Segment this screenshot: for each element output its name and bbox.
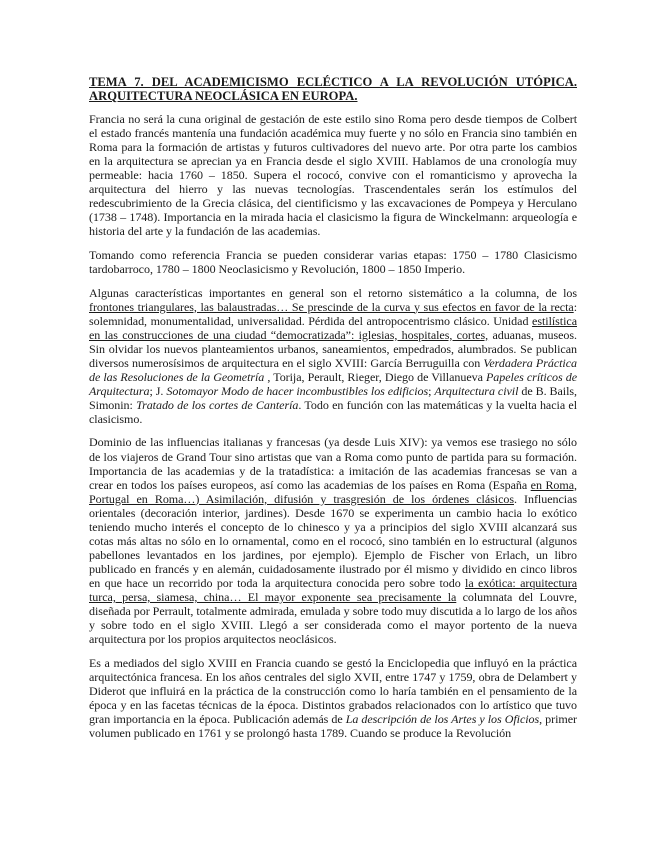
paragraph-text: , primer volumen publicado en 1761 y se prolongó hasta 1789. Cuando se produce la Revolución (89, 711, 577, 740)
italic-text: La descripción de los Artes y los Oficios (345, 711, 540, 726)
paragraph (89, 112, 577, 238)
paragraph-text: . Influencias orientales (decoración interior, jardines). Desde 1670 se experimenta un cambio hacia lo exótico teniendo mucho interés el concepto de lo chinesco y ya a principios del siglo XVIII alcanzará sus cotas más altas no sólo en lo ornamental, como en el rococó, sino también en lo estructural (algunos pabellones levantados en los jardines, por ejemplo). Ejemplo de Fischer von Erlach, un libro publicado en francés y en alemán, cuidadosamente ilustrado por él mismo y dividido en cinco libros en que hace un recorrido por toda la arquitectura conocida pero sobre todo (89, 491, 578, 590)
document-title: TEMA 7. DEL ACADEMICISMO ECLÉCTICO A LA REVOLUCIÓN UTÓPICA. ARQUITECTURA NEOCLÁSICA EN EUROPA. (89, 75, 577, 103)
italic-text: Tratado de los cortes de Cantería (136, 397, 299, 412)
paragraph-text: aduanas, museos. Sin olvidar los nuevos planteamientos urbanos, saneamientos, empedrados, alumbrados. Se publican diversos numerosísimos de arquitectura en el siglo XVIII: García Berruguilla con (89, 327, 578, 370)
paragraph-text: Es a mediados del siglo XVIII en Francia cuando se gestó la Enciclopedia que influyó en la práctica arquitectónica francesa. En los años centrales del siglo XVII, entre 1747 y 1759, obra de Delambert y Diderot que influirá en la práctica de la construcción como lo haría también en el pensamiento de la época y en las facetas técnicas de la época. Distintos grabados relacionados con lo artístico que tuvo gran importancia en la época. Publicación además de (89, 655, 577, 726)
underlined-text: la exótica: arquitectura turca, persa, siamesa, china… El mayor exponente sea precisamente la (89, 575, 577, 604)
paragraph-text: de B. Bails, Simonin: (89, 383, 577, 412)
paragraph (89, 435, 577, 646)
document-body (89, 112, 577, 740)
underlined-text: frontones triangulares, las balaustradas… Se prescinde de la curva y sus efectos en favor de la recta (89, 299, 574, 314)
paragraph-text: Dominio de las influencias italianas y francesas (ya desde Luis XIV): ya vemos ese trasiego no sólo de los viajeros de Grand Tour sino artistas que van a Roma como punto de partida para su formación. Importancia de las academias y de la tratadística: a imitación de las academias francesas se van a crear en todos los países europeos, así como las academias de los países en Roma (España (89, 435, 577, 492)
underlined-text: estilística en las construcciones de una ciudad “democratizada”: iglesias, hospitales, cortes, (89, 313, 577, 342)
italic-text: Papeles críticos de Arquitectura (89, 369, 577, 398)
underlined-text: en Roma, Portugal en Roma…) Asimilación, difusión y trasgresión de los órdenes clásicos (89, 477, 577, 506)
italic-text: Arquitectura civil (434, 383, 519, 398)
paragraph-text: . Todo en función con las matemáticas y la vuelta hacia el clasicismo. (89, 397, 577, 426)
paragraph (89, 248, 577, 276)
italic-text: Verdadera Práctica de las Resoluciones de la Geometría (89, 355, 577, 384)
italic-text: Sotomayor Modo de hacer incombustibles los edificios (166, 383, 429, 398)
paragraph-text: Tomando como referencia Francia se pueden considerar varias etapas: 1750 – 1780 Clasicismo tardobarroco, 1780 – 1800 Neoclasicismo y Revolución, 1800 – 1850 Imperio. (89, 247, 577, 276)
paragraph (89, 656, 577, 740)
paragraph-text: columnata del Louvre, diseñada por Perrault, totalmente admirada, emulada y sobre todo muy discutida a lo largo de los años y sobre todo en el siglo XVIII. Llegó a ser considerada como el mayor portento de la nueva arquitectura por los propios arquitectos neoclásicos. (89, 590, 577, 647)
paragraph-text: Algunas características importantes en general son el retorno sistemático a la columna, de los (89, 285, 577, 300)
paragraph-text: : solemnidad, monumentalidad, universalidad. Pérdida del antropocentrismo clásico. Unidad (89, 299, 577, 328)
paragraph (89, 286, 577, 426)
paragraph-text: ; J. (149, 383, 167, 398)
paragraph-text: , Torija, Perault, Rieger, Diego de Villanueva (264, 369, 486, 384)
paragraph-text: Francia no será la cuna original de gestación de este estilo sino Roma pero desde tiempos de Colbert el estado francés mantenía una fundación académica muy fuerte y no sólo en Francia sino también en Roma para la formación de artistas y futuros cultivadores del nuevo arte. Por otra parte los cambios en la arquitectura se aprecian ya en Francia desde el siglo XVIII. Hablamos de una cronología muy permeable: hacia 1760 – 1850. Supera el rococó, convive con el romanticismo y aprovecha la arquitectura del hierro y las nuevas tecnologías. Trascendentales serán los estímulos del redescubrimiento de la Grecia clásica, del cientificismo y las excavaciones de Pompeya y Herculano (1738 – 1748). Importancia en la mirada hacia el clasicismo la figura de Winckelmann: arqueología e historia del arte y la fundación de las academias. (89, 112, 577, 239)
paragraph-text: ; (428, 383, 435, 398)
